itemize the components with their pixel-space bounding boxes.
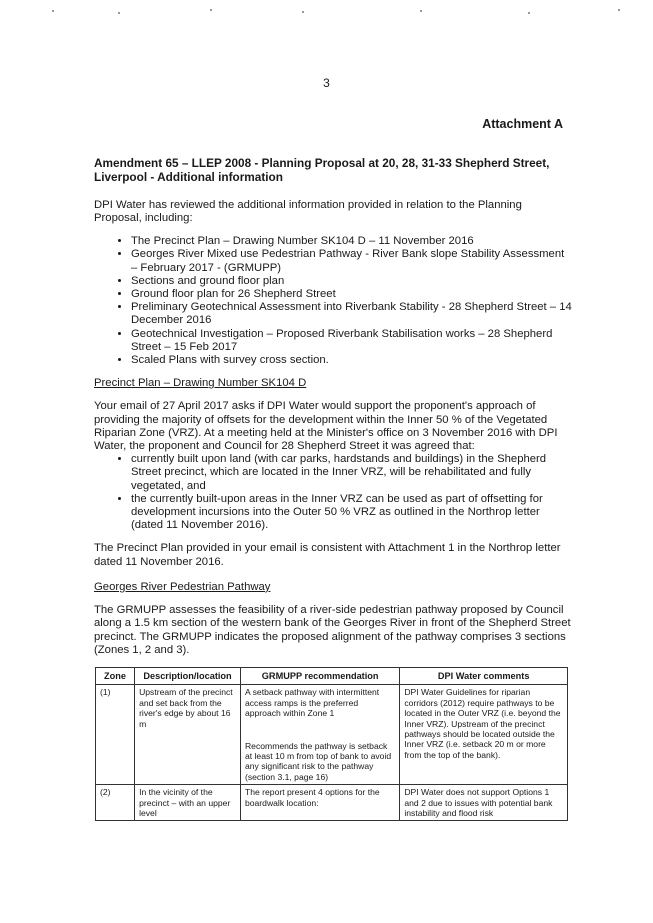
list-item: • the currently built-upon areas in the Inner VRZ can be used as part of offsetting for development incursions into the Outer 50 % VRZ as outlined in the Northrop letter (dated 11 November 2016). xyxy=(131,493,572,533)
cell-spacer xyxy=(245,719,395,741)
column-header-recommendation: GRMUPP recommendation xyxy=(240,667,399,684)
comments-cell: DPI Water does not support Options 1 and 2 due to issues with potential bank instability and flood risk xyxy=(400,785,568,821)
attachment-label: Attachment A xyxy=(482,117,563,131)
documents-list xyxy=(94,235,572,367)
recommendation-cell: The report present 4 options for the boardwalk location: xyxy=(240,785,399,821)
description-cell: Upstream of the precinct and set back from the river's edge by about 16 m xyxy=(135,685,241,785)
zones-table xyxy=(95,667,568,821)
scan-speck xyxy=(118,12,120,14)
table-row xyxy=(96,685,568,785)
list-item: • Preliminary Geotechnical Assessment into Riverbank Stability - 28 Shepherd Street – 14 December 2016 xyxy=(131,301,572,327)
intro-paragraph: DPI Water has reviewed the additional information provided in relation to the Planning Proposal, including: xyxy=(94,198,522,225)
precinct-paragraph: Your email of 27 April 2017 asks if DPI Water would support the proponent's approach of providing the majority of offsets for the development within the Inner 50 % of the Vegetated Riparian Zone (VRZ). At a meeting held at the Minister's office on 3 November 2016 with DPI Water, the proponent and Council for 28 Shepherd Street it was agreed that: xyxy=(94,400,558,453)
pathway-paragraph: The GRMUPP assesses the feasibility of a river-side pedestrian pathway proposed by Council along a 1.5 km section of the western bank of the Georges River in front of the Shepherd Street precinct. The GRMUPP indicates the proposed alignment of the pathway comprises 3 sections (Zones 1, 2 and 3). xyxy=(94,604,571,656)
column-header-description: Description/location xyxy=(135,667,241,684)
precinct-points xyxy=(94,453,572,532)
scan-speck xyxy=(528,12,530,14)
scan-speck xyxy=(420,10,422,12)
document-body xyxy=(94,156,572,821)
column-header-comments: DPI Water comments xyxy=(400,667,568,684)
comments-cell: DPI Water Guidelines for riparian corridors (2012) require pathways to be located in the Outer VRZ (i.e. beyond the Inner VRZ). Upstream of the precinct pathways should be located outside the Inner VRZ (i.e. setback 20 m or more from the top of the bank). xyxy=(400,685,568,785)
precinct-closing: The Precinct Plan provided in your email is consistent with Attachment 1 in the Northrop letter dated 11 November 2016. xyxy=(94,542,561,568)
list-item: • Georges River Mixed use Pedestrian Pathway - River Bank slope Stability Assessment – February 2017 - (GRMUPP) xyxy=(131,248,572,274)
list-item: • currently built upon land (with car parks, hardstands and buildings) in the Shepherd Street precinct, which are located in the Inner VRZ, will be rehabilitated and fully vegetated, and xyxy=(131,453,572,493)
zone-cell: (2) xyxy=(96,785,135,821)
scan-speck xyxy=(618,9,620,11)
pathway-heading: Georges River Pedestrian Pathway xyxy=(94,580,271,593)
page-number: 3 xyxy=(323,76,330,90)
zone-cell: (1) xyxy=(96,685,135,785)
document-title: Amendment 65 – LLEP 2008 - Planning Proposal at 20, 28, 31-33 Shepherd Street, Liverpool - Additional information xyxy=(94,156,550,185)
precinct-plan-heading: Precinct Plan – Drawing Number SK104 D xyxy=(94,377,307,390)
list-item: • Sections and ground floor plan xyxy=(131,275,572,288)
scan-speck xyxy=(52,10,54,12)
table-row xyxy=(96,785,568,821)
column-header-zone: Zone xyxy=(96,667,135,684)
recommendation-text: A setback pathway with intermittent access ramps is the preferred approach within Zone 1 xyxy=(244,687,380,719)
description-cell: In the vicinity of the precinct – with an upper level xyxy=(135,785,241,821)
list-item: • Ground floor plan for 26 Shepherd Street xyxy=(131,288,572,301)
recommendation-note: Recommends the pathway is setback at least 10 m from top of bank to avoid any significant risk to the pathway (section 3.1, page 16) xyxy=(244,740,392,782)
list-item: • Geotechnical Investigation – Proposed Riverbank Stabilisation works – 28 Shepherd Street – 15 Feb 2017 xyxy=(131,328,572,354)
list-item: • Scaled Plans with survey cross section. xyxy=(131,354,572,367)
table-header-row xyxy=(96,667,568,684)
scan-speck xyxy=(302,11,304,13)
list-item: • The Precinct Plan – Drawing Number SK104 D – 11 November 2016 xyxy=(131,235,572,248)
recommendation-cell xyxy=(240,685,399,785)
scan-speck xyxy=(210,9,212,11)
